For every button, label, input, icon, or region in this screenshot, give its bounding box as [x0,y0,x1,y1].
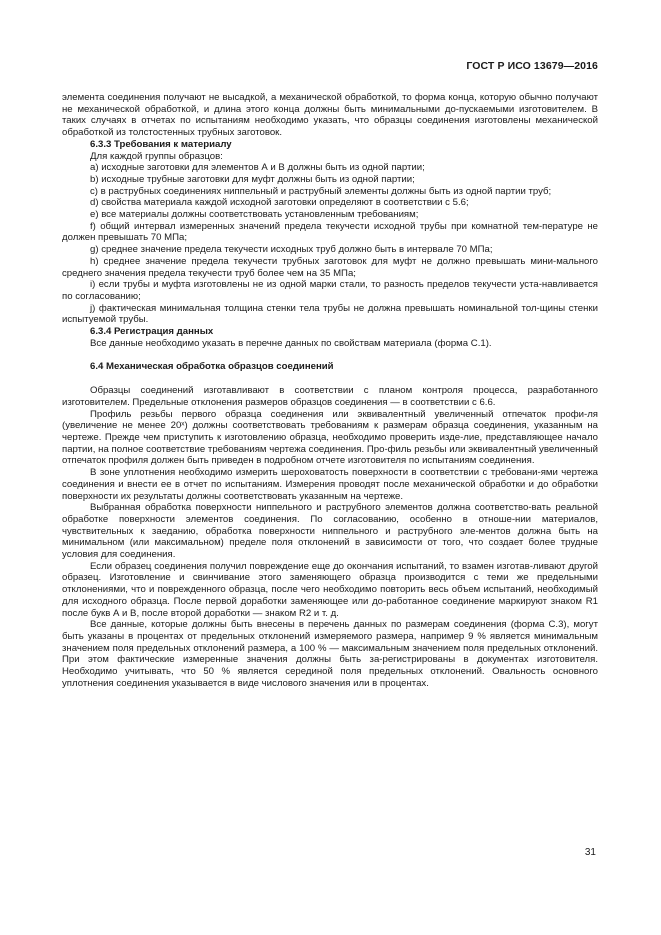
paragraph: В зоне уплотнения необходимо измерить шероховатость поверхности в соответствии с требовани-ями чертежа соединения и внести ее в отчет по испытаниям. Измерения проводят после механической обработки и до обработки поверхности их результаты должны соответствовать указанным на чертеже. [62,467,598,502]
list-item-e: е) все материалы должны соответствовать установленным требованиям; [90,209,419,221]
paragraph: Все данные необходимо указать в перечне данных по свойствам материала (форма С.1). [90,337,492,349]
list-item-h: h) среднее значение предела текучести трубных заготовок для муфт не должно превышать мини-мального среднего значения предела текучести труб более чем на 35 МПа; [62,255,598,279]
list-item-c: с) в раструбных соединениях ниппельный и раструбный элементы должны быть из одной партии труб; [90,185,552,197]
list-item-b: b) исходные трубные заготовки для муфт должны быть из одной партии; [90,173,415,185]
document-header: ГОСТ Р ИСО 13679—2016 [466,60,598,72]
paragraph: Если образец соединения получил повреждение еще до окончания испытаний, то взамен изготав-ливают другой образец. Изготовление и свинчивание этого заменяющего образца производится с теми же предельными отклонениями, что и поврежденного образца, после чего необходимо повторить весь объем испытаний, необходимый для исходного образца. После первой доработки заменяющее или до-работанное соединение маркируют знаком R1 после букв А и В, после второй доработки — знаком R2 и т. д. [62,560,598,619]
page-body [62,92,598,689]
paragraph: Все данные, которые должны быть внесены в перечень данных по размерам соединения (форма С.3), могут быть указаны в процентах от предельных отклонений измеряемого размера, например 9 % является минимальным значением поля предельных отклонений размера, а 100 % — максимальным значением поля предельных отклонений. При этом фактические измеренные значения должны быть за-регистрированы в документах изготовителя. Необходимо учитывать, что 50 % является серединой поля предельных отклонений. Овальность основного уплотнения соединения указывается в виде числового значения или в процентах. [62,619,598,689]
list-item-a: а) исходные заготовки для элементов А и В должны быть из одной партии; [90,162,425,174]
list-item-j: j) фактическая минимальная толщина стенки тела трубы не должна превышать номинальной тол-щины стенки испытуемой трубы. [62,302,598,326]
list-item-g: g) среднее значение предела текучести исходных труб должно быть в интервале 70 МПа; [90,244,493,256]
section-heading-6-3-3: 6.3.3 Требования к материалу [90,138,232,150]
paragraph: Образцы соединений изготавливают в соответствии с планом контроля процесса, разработанного изготовителем. Предельные отклонения размеров образцов соединения — в соответствии с 6.6. [62,385,598,408]
list-item-f: f) общий интервал измеренных значений предела текучести исходной трубы при комнатной тем-пературе не должен превышать 70 МПа; [62,220,598,244]
section-heading-6-3-4: 6.3.4 Регистрация данных [90,326,214,338]
paragraph-intro: элемента соединения получают не высадкой, а механической обработкой, то форма конца, которую обычно получают не механической обработкой, и длина этого конца должны быть минимальными до-пускаемыми изготовителем. В таких случаях в отчетах по испытаниям необходимо указать, что образцы соединения изготовлены механической обработкой из толстостенных трубных заготовок. [62,92,598,139]
paragraph: Выбранная обработка поверхности ниппельного и раструбного элементов должна соответство-вать реальной обработке поверхности элементов соединения. По согласованию, особенно в отноше-нии материалов, чувствительных к заеданию, обработка поверхности ниппельного и раструбного эле-ментов должна быть на минимальном (или максимальном) пределе поля отклонений в зависимости от того, что создает более трудные условия для соединения. [62,502,598,561]
section-heading-6-4: 6.4 Механическая обработка образцов соединений [90,361,334,373]
paragraph: Для каждой группы образцов: [90,150,223,162]
list-item-d: d) свойства материала каждой исходной заготовки определяют в соответствии с 5.6; [90,197,469,209]
paragraph: Профиль резьбы первого образца соединения или эквивалентный увеличенный отпечаток профи-ля (увеличение не менее 20ˣ) должны соответствовать требованиям к размерам образца соединения, указанным на чертеже. Прежде чем приступить к изготовлению образца, необходимо проверить изде-лие, представляющее начало партии, на полное соответствие требованиям чертежа соединения. Про-филь резьбы или эквивалентный увеличенный отпечаток профиля должен быть приведен в подробном отчете изготовителя по испытаниям соединения. [62,408,598,467]
page-number: 31 [584,847,596,858]
list-item-i: i) если трубы и муфта изготовлены не из одной марки стали, то разность пределов текучести уста-навливается по согласованию; [62,279,598,302]
